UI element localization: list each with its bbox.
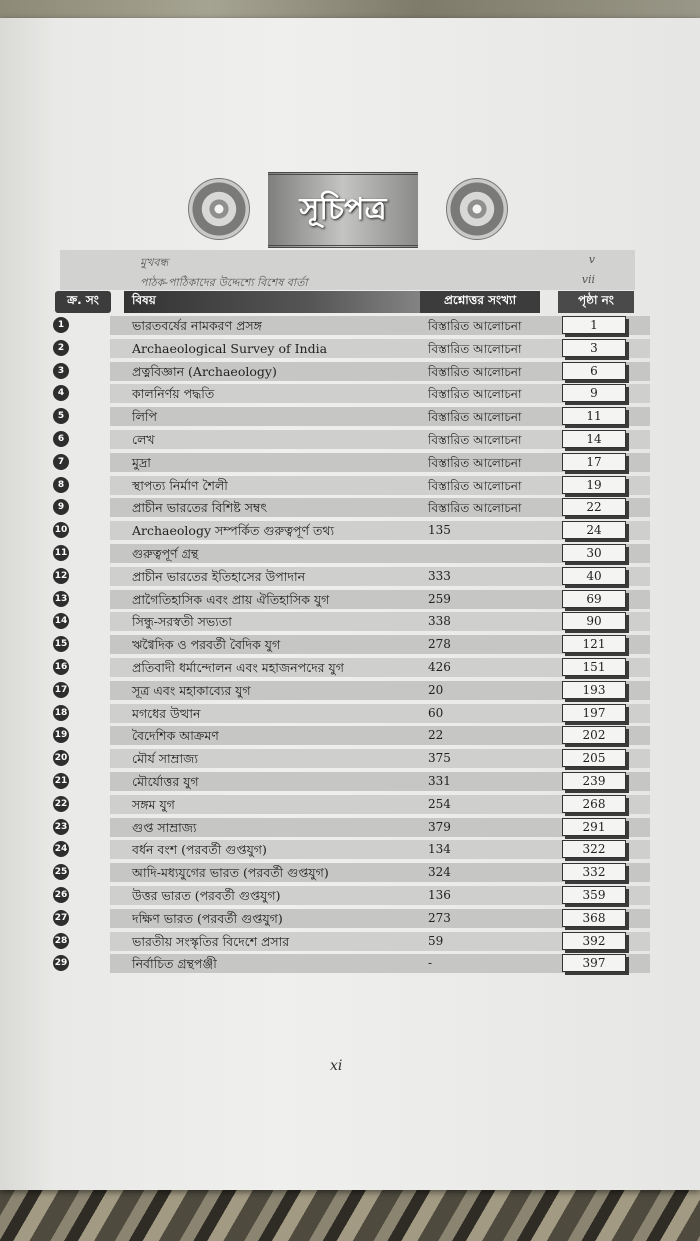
row-number-badge: 10	[53, 522, 69, 538]
row-count: বিস্তারিত আলোচনা	[428, 478, 522, 493]
row-subject: বর্ধন বংশ (পরবর্তী গুপ্তযুগ)	[132, 842, 267, 858]
row-count: 136	[428, 887, 451, 902]
row-number-badge: 20	[53, 750, 69, 766]
table-row	[50, 747, 650, 770]
table-row	[50, 930, 650, 953]
table-row	[50, 861, 650, 884]
row-count: বিস্তারিত আলোচনা	[428, 364, 522, 379]
row-page-box: 197	[562, 704, 626, 722]
row-page-box: 9	[562, 384, 626, 402]
row-page-box: 239	[562, 772, 626, 790]
preface-row	[60, 250, 635, 270]
row-count: 333	[428, 568, 451, 583]
row-subject: গুরুত্বপূর্ণ গ্রন্থ	[132, 545, 199, 561]
row-number-badge: 12	[53, 568, 69, 584]
row-subject: সঙ্গম যুগ	[132, 796, 175, 812]
row-count: বিস্তারিত আলোচনা	[428, 501, 522, 516]
row-number-badge: 19	[53, 727, 69, 743]
row-number-badge: 9	[53, 499, 69, 515]
table-row	[50, 451, 650, 474]
row-count: 324	[428, 865, 451, 880]
title-banner	[188, 168, 508, 253]
row-number-badge: 1	[53, 317, 69, 333]
table-row	[50, 656, 650, 679]
preface-label: পাঠক-পাঠিকাদের উদ্দেশ্যে বিশেষ বার্তা	[140, 276, 308, 289]
row-count: 60	[428, 705, 444, 720]
row-count: 254	[428, 796, 451, 811]
row-page-box: 22	[562, 498, 626, 516]
row-page-box: 205	[562, 749, 626, 767]
row-count: 331	[428, 773, 451, 788]
row-count: বিস্তারিত আলোচনা	[428, 387, 522, 402]
row-page-box: 3	[562, 339, 626, 357]
row-subject: কালনির্ণয় পদ্ধতি	[132, 386, 215, 402]
row-count: 20	[428, 682, 444, 697]
row-page-box: 359	[562, 886, 626, 904]
row-page-box: 121	[562, 635, 626, 653]
table-row	[50, 724, 650, 747]
row-page-box: 11	[562, 407, 626, 425]
table-row	[50, 884, 650, 907]
row-subject: উত্তর ভারত (পরবর্তী গুপ্তযুগ)	[132, 887, 281, 903]
row-subject: প্রাগৈতিহাসিক এবং প্রায় ঐতিহাসিক যুগ	[132, 591, 330, 607]
row-subject: লেখ	[132, 431, 155, 447]
table-row	[50, 588, 650, 611]
row-subject: মৌর্যোত্তর যুগ	[132, 773, 199, 789]
row-subject: প্রাচীন ভারতের বিশিষ্ট সম্বৎ	[132, 500, 268, 516]
row-page-box: 17	[562, 453, 626, 471]
row-page-box: 322	[562, 840, 626, 858]
row-page-box: 151	[562, 658, 626, 676]
row-number-badge: 26	[53, 887, 69, 903]
row-subject: নির্বাচিত গ্রন্থপঞ্জী	[132, 956, 217, 972]
row-page-box: 193	[562, 681, 626, 699]
table-row	[50, 519, 650, 542]
page-number: xi	[330, 1058, 343, 1074]
row-subject: লিপি	[132, 409, 157, 425]
row-subject: স্থাপত্য নির্মাণ শৈলী	[132, 477, 228, 493]
row-page-box: 90	[562, 612, 626, 630]
row-page-box: 202	[562, 726, 626, 744]
row-page-box: 24	[562, 521, 626, 539]
row-number-badge: 3	[53, 363, 69, 379]
preface-page: vii	[581, 273, 595, 286]
row-subject: মুদ্রা	[132, 454, 151, 470]
row-subject: সূত্র এবং মহাকাব্যের যুগ	[132, 682, 251, 698]
table-row	[50, 952, 650, 975]
row-number-badge: 4	[53, 385, 69, 401]
row-page-box: 19	[562, 476, 626, 494]
row-number-badge: 2	[53, 340, 69, 356]
page-title: সূচিপত্র	[268, 172, 418, 248]
row-page-box: 14	[562, 430, 626, 448]
row-page-box: 1	[562, 316, 626, 334]
row-count: বিস্তারিত আলোচনা	[428, 410, 522, 425]
row-count: বিস্তারিত আলোচনা	[428, 319, 522, 333]
row-subject: সিন্ধু-সরস্বতী সভ্যতা	[132, 614, 232, 630]
preface-rows	[60, 250, 635, 290]
preface-page: v	[588, 253, 595, 266]
row-subject: বৈদেশিক আক্রমণ	[132, 728, 219, 744]
table-row	[50, 428, 650, 451]
table-row	[50, 702, 650, 725]
row-number-badge: 11	[53, 545, 69, 561]
row-count: 135	[428, 523, 451, 538]
row-number-badge: 6	[53, 431, 69, 447]
row-subject: ভারতবর্ষের নামকরণ প্রসঙ্গ	[132, 318, 262, 333]
row-count: 379	[428, 819, 451, 834]
row-page-box: 291	[562, 818, 626, 836]
row-number-badge: 8	[53, 477, 69, 493]
row-number-badge: 17	[53, 682, 69, 698]
row-number-badge: 13	[53, 591, 69, 607]
header-serial: ক্র. সং	[55, 291, 111, 313]
table-row	[50, 610, 650, 633]
table-row	[50, 405, 650, 428]
table-row	[50, 360, 650, 383]
row-count: 278	[428, 637, 451, 652]
row-count: বিস্তারিত আলোচনা	[428, 455, 522, 470]
table-row	[50, 838, 650, 861]
wheel-emblem-icon	[446, 178, 508, 240]
row-page-box: 397	[562, 954, 626, 972]
row-number-badge: 18	[53, 705, 69, 721]
table-row	[50, 907, 650, 930]
table-row	[50, 382, 650, 405]
table-row	[50, 542, 650, 565]
row-number-badge: 16	[53, 659, 69, 675]
row-subject: ঋগ্বৈদিক ও পরবর্তী বৈদিক যুগ	[132, 637, 281, 653]
row-number-badge: 21	[53, 773, 69, 789]
row-number-badge: 15	[53, 636, 69, 652]
row-page-box: 392	[562, 932, 626, 950]
row-count: বিস্তারিত আলোচনা	[428, 341, 522, 356]
table-row	[50, 337, 650, 360]
row-count: 338	[428, 614, 451, 629]
row-count: 375	[428, 751, 451, 766]
contents-table	[50, 314, 650, 975]
row-subject: প্রাচীন ভারতের ইতিহাসের উপাদান	[132, 568, 306, 584]
row-count: -	[428, 956, 433, 971]
row-number-badge: 27	[53, 910, 69, 926]
row-page-box: 40	[562, 567, 626, 585]
row-subject: Archaeological Survey of India	[132, 340, 328, 356]
row-number-badge: 29	[53, 955, 69, 971]
row-page-box: 268	[562, 795, 626, 813]
row-count: 134	[428, 842, 451, 857]
row-number-badge: 5	[53, 408, 69, 424]
row-page-box: 6	[562, 362, 626, 380]
row-subject: Archaeology সম্পর্কিত গুরুত্বপূর্ণ তথ্য	[132, 523, 335, 539]
row-number-badge: 25	[53, 864, 69, 880]
row-subject: প্রত্নবিজ্ঞান (Archaeology)	[132, 363, 277, 379]
header-page: পৃষ্ঠা নং	[558, 291, 634, 313]
row-count: 426	[428, 659, 451, 674]
table-row	[50, 314, 650, 337]
table-row	[50, 816, 650, 839]
row-page-box: 332	[562, 863, 626, 881]
table-row	[50, 679, 650, 702]
header-subject: বিষয়	[124, 291, 432, 313]
row-subject: ভারতীয় সংস্কৃতির বিদেশে প্রসার	[132, 933, 290, 949]
row-count: বিস্তারিত আলোচনা	[428, 432, 522, 447]
row-number-badge: 14	[53, 613, 69, 629]
row-subject: দক্ষিণ ভারত (পরবর্তী গুপ্তযুগ)	[132, 910, 283, 926]
table-row	[50, 565, 650, 588]
row-page-box: 368	[562, 909, 626, 927]
row-subject: মগধের উত্থান	[132, 705, 201, 721]
row-page-box: 30	[562, 544, 626, 562]
row-page-box: 69	[562, 590, 626, 608]
row-count: 259	[428, 591, 451, 606]
row-count: 273	[428, 910, 451, 925]
row-subject: আদি-মধ্যযুগের ভারত (পরবর্তী গুপ্তযুগ)	[132, 865, 329, 881]
wheel-emblem-icon	[188, 178, 250, 240]
preface-row	[60, 270, 635, 290]
row-subject: গুপ্ত সাম্রাজ্য	[132, 819, 197, 835]
row-number-badge: 24	[53, 841, 69, 857]
row-subject: মৌর্য সাম্রাজ্য	[132, 751, 198, 767]
row-number-badge: 22	[53, 796, 69, 812]
table-row	[50, 793, 650, 816]
table-row	[50, 474, 650, 497]
row-count: 22	[428, 728, 444, 743]
header-count: প্রশ্নোত্তর সংখ্যা	[420, 291, 540, 313]
row-count: 59	[428, 933, 444, 948]
table-row	[50, 496, 650, 519]
table-row	[50, 770, 650, 793]
row-number-badge: 23	[53, 819, 69, 835]
row-subject: প্রতিবাদী ধর্মান্দোলন এবং মহাজনপদের যুগ	[132, 659, 344, 675]
table-row	[50, 633, 650, 656]
row-number-badge: 28	[53, 933, 69, 949]
preface-label: মুখবন্ধ	[140, 256, 169, 269]
row-number-badge: 7	[53, 454, 69, 470]
